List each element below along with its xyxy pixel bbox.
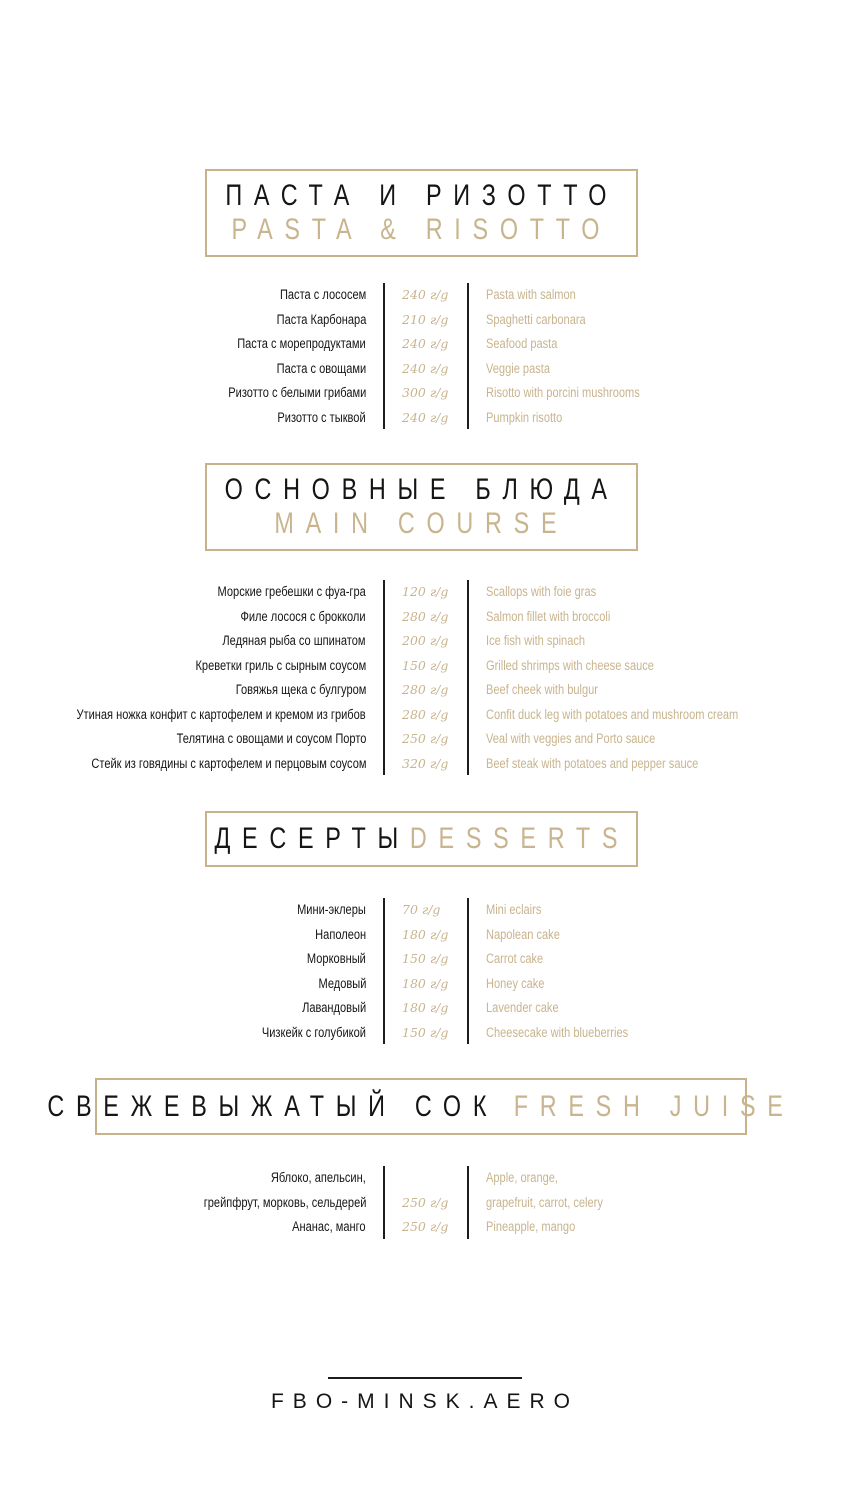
item-weight: 180 г/g — [402, 975, 449, 991]
menu-item — [0, 752, 850, 777]
section-title-ru: ОСНОВНЫЕ БЛЮДА — [224, 473, 619, 506]
item-name-ru: Чизкейк с голубикой — [261, 1024, 366, 1040]
item-name-en: Pasta with salmon — [486, 287, 576, 302]
menu-item — [0, 357, 850, 382]
item-name-en: Ice fish with spinach — [486, 633, 586, 648]
menu-item — [0, 703, 850, 728]
section-title — [214, 822, 629, 856]
item-name-ru: Филе лосося с брокколи — [240, 608, 366, 624]
item-name-ru: Телятина с овощами и соусом Порто — [176, 731, 366, 746]
menu-item — [0, 1215, 850, 1240]
item-name-ru: Морковный — [307, 951, 366, 966]
item-weight: 250 г/g — [402, 731, 449, 746]
item-name-ru: Ананас, манго — [292, 1219, 366, 1234]
item-name-en: Veal with veggies and Porto sauce — [486, 731, 656, 746]
item-name-en: Honey cake — [486, 975, 545, 991]
section-title-ru: ПАСТА И РИЗОТТО — [225, 179, 618, 212]
section-header-pasta — [205, 169, 638, 257]
section-header-main-course — [205, 463, 638, 551]
item-name-ru: Утиная ножка конфит с картофелем и кремом из грибов — [76, 706, 366, 722]
item-weight: 320 г/g — [402, 755, 449, 771]
section-header-fresh-juice — [47, 1078, 795, 1135]
item-name-ru: Мини-эклеры — [297, 902, 366, 917]
menu-item — [0, 972, 850, 997]
item-weight: 280 г/g — [402, 608, 449, 624]
menu-item — [0, 332, 850, 357]
item-name-ru: Говяжья щека с булгуром — [235, 682, 366, 697]
item-name-ru: Яблоко, апельсин, — [271, 1170, 366, 1185]
item-name-en: Lavender cake — [486, 1000, 559, 1015]
item-weight: 150 г/g — [402, 951, 449, 966]
section-title — [47, 1090, 794, 1124]
footer-website: FBO-MINSK.AERO — [270, 1390, 580, 1413]
item-name-ru: Креветки гриль с сырным соусом — [195, 657, 366, 673]
menu-item — [0, 727, 850, 752]
item-weight: 240 г/g — [402, 336, 449, 351]
menu-item — [0, 605, 850, 630]
item-name-en: Pumpkin risotto — [486, 409, 563, 425]
item-name-ru: Ризотто с тыквой — [277, 409, 366, 425]
menu-item — [0, 947, 850, 972]
item-name-ru: Паста с овощами — [276, 360, 366, 376]
item-name-en: Beef cheek with bulgur — [486, 682, 599, 697]
section-title-en: PASTA & RISOTTO — [231, 213, 612, 246]
item-weight: 180 г/g — [402, 1000, 449, 1015]
item-weight: 240 г/g — [402, 360, 449, 376]
menu-item — [0, 923, 850, 948]
item-weight: 240 г/g — [402, 409, 449, 425]
item-name-en: Scallops with foie gras — [486, 584, 597, 599]
item-name-ru: Паста с лососем — [279, 287, 366, 302]
item-name-ru: Паста Карбонара — [276, 311, 366, 327]
item-name-en: Grilled shrimps with cheese sauce — [486, 657, 654, 673]
item-name-ru: Наполеон — [315, 926, 366, 942]
item-name-en: Napolean cake — [486, 926, 560, 942]
item-name-ru: Морские гребешки с фуа-гра — [217, 584, 366, 599]
menu-item — [0, 406, 850, 431]
item-name-en: Salmon fillet with broccoli — [486, 608, 611, 624]
menu-item — [0, 580, 850, 605]
menu-item — [0, 654, 850, 679]
item-name-en: Carrot cake — [486, 951, 544, 966]
item-weight: 240 г/g — [402, 287, 449, 302]
item-name-ru: Ледяная рыба со шпинатом — [222, 633, 366, 648]
menu-item — [0, 308, 850, 333]
item-weight: 180 г/g — [402, 926, 449, 942]
item-weight: 280 г/g — [402, 682, 449, 697]
item-name-en: grapefruit, carrot, celery — [486, 1194, 603, 1210]
item-name-en: Veggie pasta — [486, 360, 551, 376]
footer-divider — [328, 1377, 522, 1379]
menu-item — [0, 1191, 850, 1216]
item-name-ru: Стейк из говядины с картофелем и перцовым соусом — [90, 755, 366, 771]
item-name-en: Apple, orange, — [486, 1170, 559, 1185]
item-name-en: Beef steak with potatoes and pepper sauce — [486, 755, 699, 771]
section-title-ru: ДЕСЕРТЫ — [214, 822, 410, 855]
item-weight: 250 г/g — [402, 1219, 449, 1234]
item-weight: 300 г/g — [402, 385, 449, 400]
item-name-en: Mini eclairs — [486, 902, 542, 917]
item-weight: 70 г/g — [402, 902, 441, 917]
menu-item — [0, 898, 850, 923]
item-name-ru: Медовый — [318, 975, 366, 991]
item-name-en: Risotto with porcini mushrooms — [486, 385, 640, 400]
item-weight: 150 г/g — [402, 657, 449, 673]
item-name-en: Confit duck leg with potatoes and mushroom cream — [486, 706, 739, 722]
item-weight: 280 г/g — [402, 706, 449, 722]
item-name-ru: Паста с морепродуктами — [237, 336, 366, 351]
menu-item — [0, 678, 850, 703]
section-title-en: DESSERTS — [409, 822, 629, 855]
item-name-en: Pineapple, mango — [486, 1219, 576, 1234]
item-weight: 150 г/g — [402, 1024, 449, 1040]
item-name-en: Seafood pasta — [486, 336, 558, 351]
menu-item — [0, 381, 850, 406]
item-name-en: Cheesecake with blueberries — [486, 1024, 629, 1040]
section-title-ru: СВЕЖЕВЫЖАТЫЙ СОК — [47, 1089, 499, 1123]
item-name-ru: Лавандовый — [301, 1000, 366, 1015]
item-name-ru: Ризотто с белыми грибами — [227, 385, 366, 400]
section-title-en: FRESH JUISE — [513, 1089, 795, 1123]
menu-item — [0, 629, 850, 654]
item-weight: 120 г/g — [402, 584, 449, 599]
item-weight: 210 г/g — [402, 311, 449, 327]
menu-item — [0, 283, 850, 308]
section-title-en: MAIN COURSE — [274, 507, 569, 540]
menu-item — [0, 1166, 850, 1191]
section-header-desserts — [205, 811, 638, 867]
item-weight: 250 г/g — [402, 1194, 449, 1210]
item-weight: 200 г/g — [402, 633, 449, 648]
menu-item — [0, 1021, 850, 1046]
item-name-ru: грейпфрут, морковь, сельдерей — [203, 1194, 366, 1210]
menu-item — [0, 996, 850, 1021]
item-name-en: Spaghetti carbonara — [486, 311, 586, 327]
